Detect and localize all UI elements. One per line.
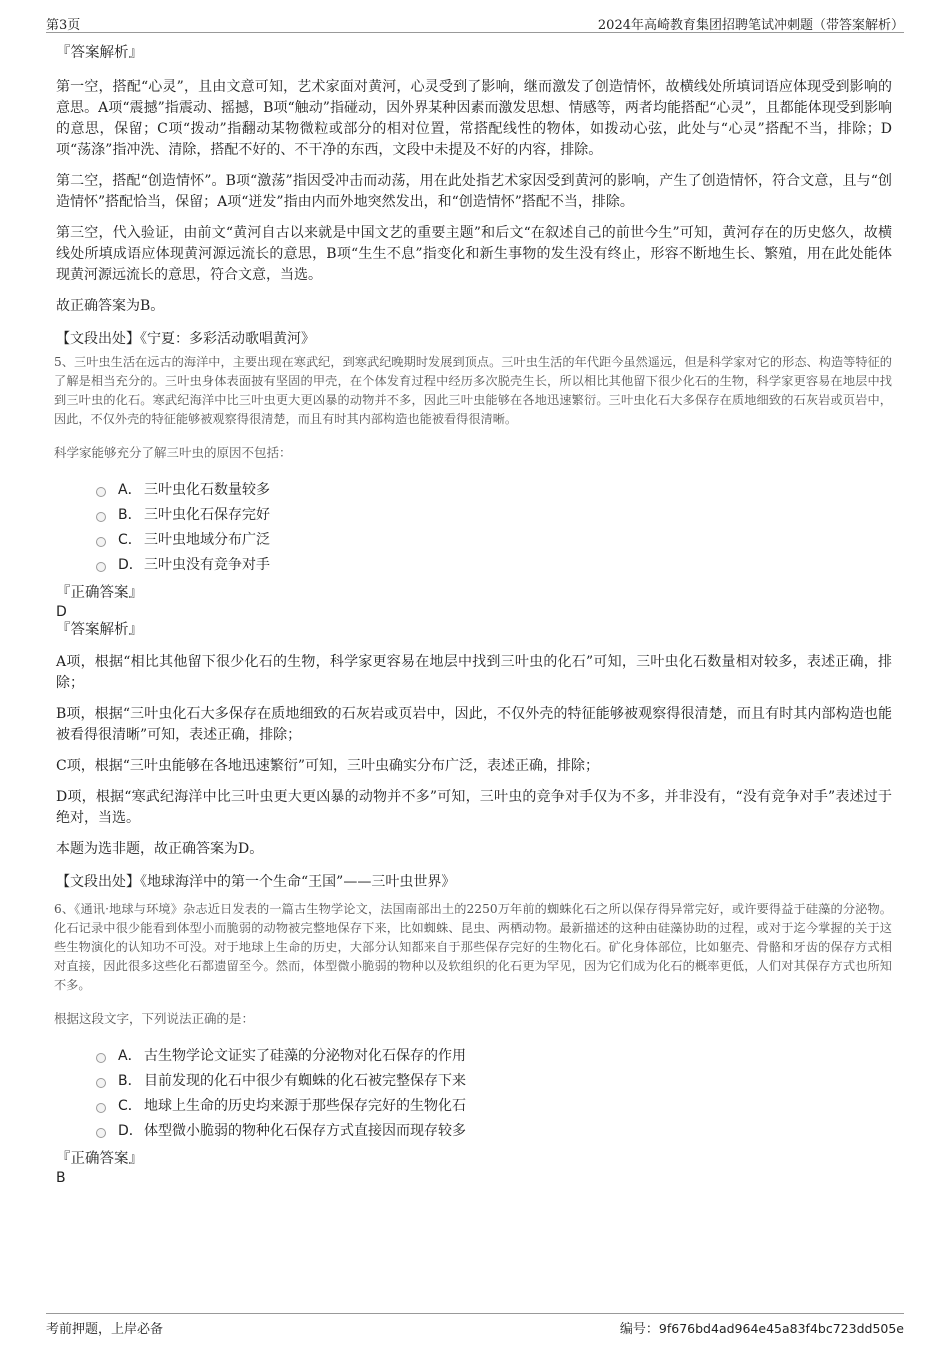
main-content <box>56 44 892 1187</box>
radio-icon[interactable] <box>96 512 106 522</box>
q5-answer: D <box>56 604 67 620</box>
q4-analysis-paragraph: 第一空，搭配“心灵”，且由文意可知，艺术家面对黄河，心灵受到了影响，继而激发了创造情怀，故横线处所填词语应体现受到影响的意思。A项“震撼”指震动、摇撼，B项“触动”指碰动，因外界某种因素而激发思想、情感等，两者均能搭配“心灵”，且都能体现受到影响的意思，保留；C项“拨动”指翻动某物微粒或部分的相对位置，常搭配线性的物体，如拨动心弦，此处与“心灵”搭配不当，排除；D项“荡涤”指冲洗、清除，搭配不好的、不干净的东西，文段中未提及不好的内容，排除。 <box>56 79 892 158</box>
q5-answer-label: 『正确答案』 <box>56 585 143 601</box>
q5-analysis-label: 『答案解析』 <box>56 622 143 638</box>
q5-option-b[interactable]: B． 三叶虫化石保存完好 <box>96 503 892 528</box>
q5-option-d[interactable]: D．三叶虫没有竞争对手 <box>96 553 892 578</box>
q4-conclusion: 故正确答案为B。 <box>56 298 165 314</box>
q5-analysis-paragraph: C项，根据“三叶虫能够在各地迅速繁衍”可知，三叶虫确实分布广泛，表述正确，排除； <box>56 758 600 774</box>
q5-conclusion: 本题为选非题，故正确答案为D。 <box>56 841 264 857</box>
document-code-value: 9f676bd4ad964e45a83f4bc723dd505e <box>658 1321 904 1336</box>
q5-option-c[interactable]: C． 三叶虫地域分布广泛 <box>96 528 892 553</box>
q4-analysis-paragraph: 第三空，代入验证，由前文“黄河自古以来就是中国文艺的重要主题”和后文“在叙述自己的前世今生”可知，黄河存在的历史悠久，故横线处所填成语应体现黄河源远流长的意思，B项“生生不息”指变化和新生事物的发生没有终止，形容不断地生长、繁殖，用在此处能体现黄河源远流长的意思，符合文意，当选。 <box>56 225 892 283</box>
q6-options <box>96 1044 892 1144</box>
q4-analysis-label: 『答案解析』 <box>56 45 143 61</box>
page-header <box>46 12 904 33</box>
q5-option-a[interactable]: A． 三叶虫化石数量较多 <box>96 478 892 503</box>
q6-option-d[interactable]: D．体型微小脆弱的物种化石保存方式直接因而现存较多 <box>96 1119 892 1144</box>
q5-analysis-paragraph: A项，根据“相比其他留下很少化石的生物，科学家更容易在地层中找到三叶虫的化石”可知，三叶虫化石数量相对较多，表述正确，排除； <box>56 654 892 691</box>
q5-question-text: 5、三叶虫生活在远古的海洋中，主要出现在寒武纪，到寒武纪晚期时发展到顶点。三叶虫生活的年代距今虽然遥远，但是科学家对它的形态、构造等特征的了解是相当充分的。三叶虫身体表面披有坚固的甲壳，在个体发育过程中经历多次脱壳生长，所以相比其他留下很少化石的生物，科学家更容易在地层中找到三叶虫的化石。寒武纪海洋中比三叶虫更大更凶暴的动物并不多，因此三叶虫能够在各地迅速繁衍。三叶虫化石大多保存在质地细致的石灰岩或页岩中，因此，不仅外壳的特征能够被观察得很清楚，而且有时其内部构造也能被看得很清晰。 <box>54 355 892 426</box>
q6-question-text: 6、《通讯·地球与环境》杂志近日发表的一篇古生物学论文，法国南部出土的2250万年前的蜘蛛化石之所以保存得异常完好，或许要得益于硅藻的分泌物。化石记录中很少能看到体型小而脆弱的动物被完整地保存下来，比如蜘蛛、昆虫、两栖动物。最新描述的这种由硅藻协助的过程，或对于迄今掌握的关于这些生物演化的认知功不可没。对于地球上生命的历史，大部分认知都来自于那些保存完好的生物化石。矿化身体部位，比如躯壳、骨骼和牙齿的保存方式相对直接，因此很多这些化石都遗留至今。然而，体型微小脆弱的物种以及软组织的化石更为罕见，因为它们成为化石的概率更低，人们对其保存方式也所知不多。 <box>54 902 892 992</box>
footer-slogan: 考前押题，上岸必备 <box>46 1322 164 1337</box>
q4-analysis-paragraph: 第二空，搭配“创造情怀”。B项“激荡”指因受冲击而动荡，用在此处指艺术家因受到黄河的影响，产生了创造情怀，符合文意，且与“创造情怀”搭配恰当，保留；A项“迸发”指由内而外地突然发出，和“创造情怀”搭配不当，排除。 <box>56 173 892 210</box>
radio-icon[interactable] <box>96 1103 106 1113</box>
radio-icon[interactable] <box>96 537 106 547</box>
document-code-label: 编号： <box>619 1322 659 1337</box>
radio-icon[interactable] <box>96 562 106 572</box>
q6-option-a[interactable]: A． 古生物学论文证实了硅藻的分泌物对化石保存的作用 <box>96 1044 892 1069</box>
q6-option-b[interactable]: B． 目前发现的化石中很少有蜘蛛的化石被完整保存下来 <box>96 1069 892 1094</box>
document-code <box>620 1318 904 1337</box>
radio-icon[interactable] <box>96 487 106 497</box>
q5-prompt: 科学家能够充分了解三叶虫的原因不包括： <box>54 445 292 460</box>
radio-icon[interactable] <box>96 1078 106 1088</box>
q5-options <box>96 478 892 578</box>
q6-answer-label: 『正确答案』 <box>56 1151 143 1167</box>
radio-icon[interactable] <box>96 1053 106 1063</box>
q5-analysis-paragraph: D项，根据“寒武纪海洋中比三叶虫更大更凶暴的动物并不多”可知，三叶虫的竞争对手仅为不多，并非没有，“没有竞争对手”表述过于绝对，当选。 <box>56 789 892 826</box>
q6-answer: B <box>56 1170 66 1186</box>
q5-analysis-paragraph: B项，根据“三叶虫化石大多保存在质地细致的石灰岩或页岩中，因此，不仅外壳的特征能够被观察得很清楚，而且有时其内部构造也能被看得很清晰”可知，表述正确，排除； <box>56 706 892 743</box>
q5-source: 【文段出处】《地球海洋中的第一个生命“王国”——三叶虫世界》 <box>56 874 456 890</box>
page-footer <box>46 1313 904 1336</box>
q6-option-c[interactable]: C． 地球上生命的历史均来源于那些保存完好的生物化石 <box>96 1094 892 1119</box>
page-number: 第3页 <box>46 18 81 33</box>
q6-prompt: 根据这段文字，下列说法正确的是： <box>54 1011 255 1026</box>
document-title: 2024年高崎教育集团招聘笔试冲刺题（带答案解析） <box>597 18 904 33</box>
q4-source: 【文段出处】《宁夏：多彩活动歌唱黄河》 <box>56 331 315 347</box>
radio-icon[interactable] <box>96 1128 106 1138</box>
